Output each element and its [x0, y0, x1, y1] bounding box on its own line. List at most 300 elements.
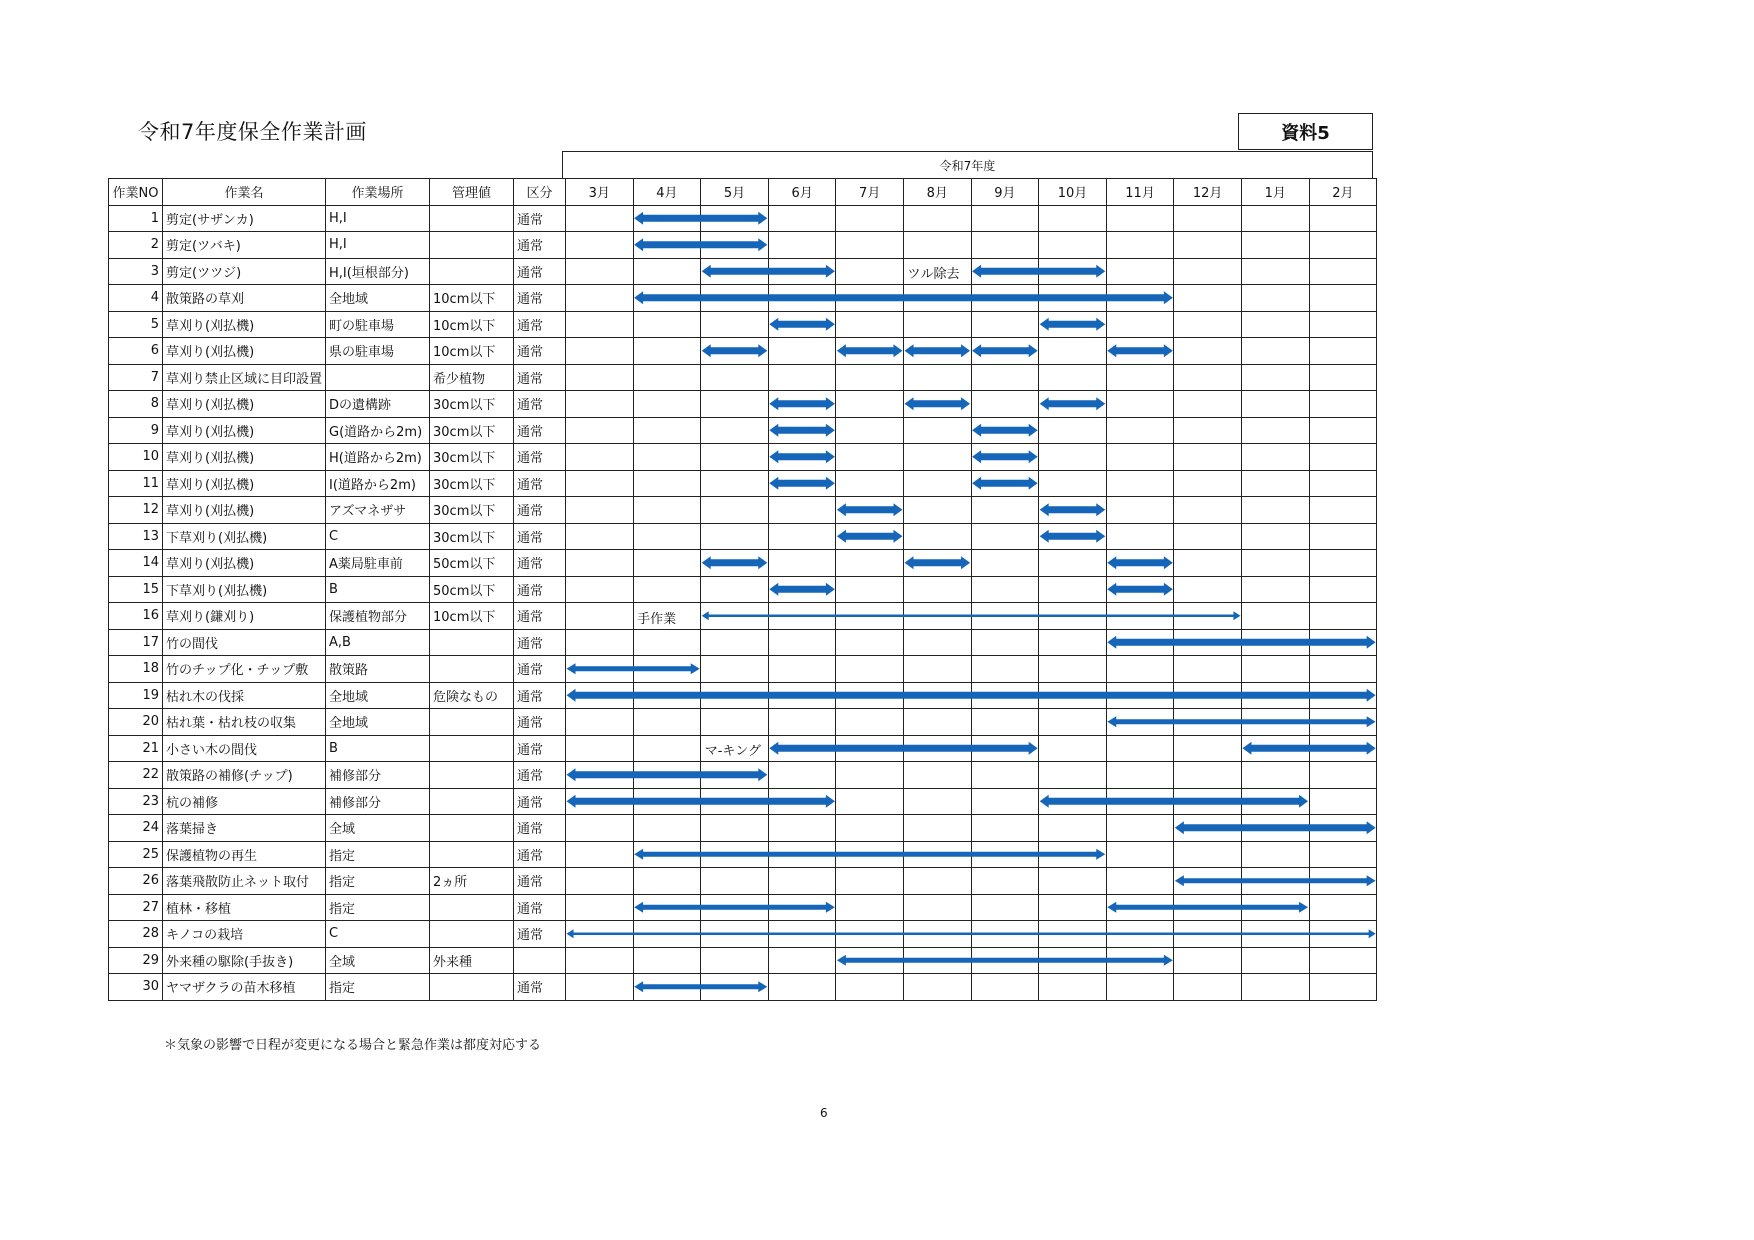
month-cell: [1174, 232, 1242, 259]
month-cell: [768, 974, 836, 1001]
month-cell: [1174, 205, 1242, 232]
month-cell: [768, 285, 836, 312]
month-cell: [836, 364, 904, 391]
month-cell: [1241, 868, 1309, 895]
month-cell: [1309, 682, 1377, 709]
month-cell: [1106, 735, 1174, 762]
month-cell: [633, 656, 701, 683]
month-cell: [1106, 894, 1174, 921]
month-cell: [971, 523, 1039, 550]
month-cell: [633, 470, 701, 497]
month-cell: [1174, 735, 1242, 762]
work-name-cell: 散策路の草刈: [163, 285, 326, 312]
work-place-cell: G(道路から2m): [326, 417, 430, 444]
work-no-cell: 13: [109, 523, 163, 550]
management-value-cell: 30cm以下: [430, 391, 514, 418]
month-cell: [566, 762, 634, 789]
work-name-cell: 散策路の補修(チップ): [163, 762, 326, 789]
month-cell: [1241, 232, 1309, 259]
month-cell: [1106, 550, 1174, 577]
work-name-cell: 枯れ葉・枯れ枝の収集: [163, 709, 326, 736]
management-value-cell: [430, 656, 514, 683]
month-cell: [1309, 894, 1377, 921]
month-cell: [1174, 497, 1242, 524]
month-cell: [1039, 364, 1107, 391]
month-cell: [971, 232, 1039, 259]
month-cell: [1309, 338, 1377, 365]
work-place-cell: 町の駐車場: [326, 311, 430, 338]
fiscal-year-header: 令和7年度: [562, 151, 1373, 179]
month-cell: [1106, 974, 1174, 1001]
month-cell: [1309, 656, 1377, 683]
month-cell: [1241, 523, 1309, 550]
month-cell: [1039, 417, 1107, 444]
header-month: 6月: [768, 179, 836, 206]
month-cell: [836, 470, 904, 497]
month-cell: [701, 391, 769, 418]
work-no-cell: 22: [109, 762, 163, 789]
month-cell: [1174, 417, 1242, 444]
month-cell: [1039, 497, 1107, 524]
category-cell: 通常: [514, 603, 566, 630]
month-cell: [566, 258, 634, 285]
work-place-cell: Dの遺構跡: [326, 391, 430, 418]
table-row: [109, 576, 1377, 603]
month-cell: [768, 868, 836, 895]
month-cell: [1309, 841, 1377, 868]
month-cell: [633, 841, 701, 868]
work-no-cell: 2: [109, 232, 163, 259]
month-cell: [1241, 338, 1309, 365]
month-cell: [768, 232, 836, 259]
month-cell: [836, 311, 904, 338]
work-place-cell: 指定: [326, 841, 430, 868]
work-place-cell: A薬局駐車前: [326, 550, 430, 577]
month-cell: [971, 735, 1039, 762]
month-cell: [1309, 417, 1377, 444]
category-cell: 通常: [514, 523, 566, 550]
month-cell: [701, 682, 769, 709]
month-cell: [768, 311, 836, 338]
month-cell: [768, 788, 836, 815]
month-cell: [903, 947, 971, 974]
work-no-cell: 19: [109, 682, 163, 709]
work-no-cell: 3: [109, 258, 163, 285]
month-cell: [1039, 709, 1107, 736]
month-cell: [836, 974, 904, 1001]
month-cell: [566, 576, 634, 603]
table-row: [109, 285, 1377, 312]
table-row: [109, 921, 1377, 948]
header-work-name: 作業名: [163, 179, 326, 206]
month-cell: [633, 974, 701, 1001]
work-name-cell: 外来種の駆除(手抜き): [163, 947, 326, 974]
category-cell: 通常: [514, 391, 566, 418]
month-cell: [1039, 656, 1107, 683]
management-value-cell: [430, 205, 514, 232]
month-cell: [971, 391, 1039, 418]
month-cell: [836, 523, 904, 550]
month-cell: [701, 311, 769, 338]
month-cell: [633, 497, 701, 524]
month-cell: [1174, 603, 1242, 630]
month-cell: [836, 550, 904, 577]
month-cell: [701, 629, 769, 656]
month-cell: [903, 232, 971, 259]
month-cell: [903, 974, 971, 1001]
month-cell: [903, 285, 971, 312]
month-cell: [836, 232, 904, 259]
month-cell: [971, 258, 1039, 285]
month-cell: [1309, 258, 1377, 285]
month-cell: [903, 417, 971, 444]
month-cell: [1241, 550, 1309, 577]
month-cell: [701, 815, 769, 842]
month-cell: [1106, 788, 1174, 815]
work-name-cell: 剪定(ツツジ): [163, 258, 326, 285]
category-cell: 通常: [514, 444, 566, 471]
month-cell: [1039, 205, 1107, 232]
month-cell: [1106, 338, 1174, 365]
month-cell: [903, 550, 971, 577]
month-cell: [836, 338, 904, 365]
work-place-cell: I(道路から2m): [326, 470, 430, 497]
month-cell: [1309, 974, 1377, 1001]
month-cell: [768, 576, 836, 603]
month-cell: [1241, 894, 1309, 921]
month-cell: [1174, 311, 1242, 338]
month-cell: [1106, 947, 1174, 974]
month-cell: [1241, 629, 1309, 656]
month-cell: [566, 550, 634, 577]
work-place-cell: 全域: [326, 815, 430, 842]
table-row: [109, 550, 1377, 577]
month-cell: [701, 417, 769, 444]
month-cell: [836, 815, 904, 842]
month-cell: [566, 974, 634, 1001]
month-cell: [1241, 364, 1309, 391]
month-cell: [836, 497, 904, 524]
month-cell: [566, 815, 634, 842]
month-cell: [1309, 629, 1377, 656]
month-cell: [971, 205, 1039, 232]
month-cell: [566, 682, 634, 709]
month-cell: [566, 285, 634, 312]
work-name-cell: 落葉飛散防止ネット取付: [163, 868, 326, 895]
work-place-cell: H,I: [326, 232, 430, 259]
footnote: ＊気象の影響で日程が変更になる場合と緊急作業は都度対応する: [164, 1038, 542, 1053]
month-cell: [903, 497, 971, 524]
month-cell: [633, 523, 701, 550]
month-cell: [836, 868, 904, 895]
month-cell: [768, 841, 836, 868]
month-cell: [903, 762, 971, 789]
month-cell: [1309, 921, 1377, 948]
month-cell: [1241, 258, 1309, 285]
work-place-cell: 指定: [326, 974, 430, 1001]
management-value-cell: 10cm以下: [430, 603, 514, 630]
month-cell: [633, 205, 701, 232]
category-cell: 通常: [514, 762, 566, 789]
month-cell: [566, 417, 634, 444]
month-cell: [633, 947, 701, 974]
month-cell: [768, 417, 836, 444]
management-value-cell: 10cm以下: [430, 285, 514, 312]
table-row: [109, 232, 1377, 259]
month-cell: [836, 762, 904, 789]
month-cell: [971, 285, 1039, 312]
month-cell: [633, 815, 701, 842]
category-cell: 通常: [514, 656, 566, 683]
work-no-cell: 9: [109, 417, 163, 444]
month-cell: [1174, 815, 1242, 842]
month-cell: [701, 656, 769, 683]
month-cell: [836, 417, 904, 444]
month-cell: [1174, 523, 1242, 550]
work-no-cell: 25: [109, 841, 163, 868]
month-cell: [1039, 921, 1107, 948]
management-value-cell: 希少植物: [430, 364, 514, 391]
month-cell: [633, 364, 701, 391]
month-cell: [566, 894, 634, 921]
month-cell: [903, 815, 971, 842]
work-place-cell: 散策路: [326, 656, 430, 683]
work-no-cell: 4: [109, 285, 163, 312]
month-cell: [971, 603, 1039, 630]
month-cell: [903, 338, 971, 365]
page-number: 6: [820, 1106, 828, 1120]
management-value-cell: 30cm以下: [430, 417, 514, 444]
month-cell: [836, 735, 904, 762]
table-row: [109, 815, 1377, 842]
month-cell: [566, 947, 634, 974]
month-cell: [1039, 232, 1107, 259]
month-cell: [1309, 205, 1377, 232]
table-row: [109, 709, 1377, 736]
month-cell: [1174, 629, 1242, 656]
work-place-cell: 指定: [326, 894, 430, 921]
month-cell: [1241, 497, 1309, 524]
work-place-cell: 全地域: [326, 682, 430, 709]
work-name-cell: 草刈り(刈払機): [163, 470, 326, 497]
table-row: [109, 205, 1377, 232]
month-cell: [1174, 470, 1242, 497]
month-cell: [633, 232, 701, 259]
month-cell: [1039, 311, 1107, 338]
table-row: [109, 656, 1377, 683]
month-cell: [701, 364, 769, 391]
month-cell: [1241, 921, 1309, 948]
month-cell: [1106, 497, 1174, 524]
work-no-cell: 1: [109, 205, 163, 232]
month-cell: [1174, 444, 1242, 471]
category-cell: 通常: [514, 470, 566, 497]
management-value-cell: [430, 629, 514, 656]
month-cell: [701, 788, 769, 815]
month-cell: [971, 868, 1039, 895]
month-cell: [701, 470, 769, 497]
header-row: [109, 179, 1377, 206]
work-no-cell: 15: [109, 576, 163, 603]
month-cell: [633, 894, 701, 921]
management-value-cell: 30cm以下: [430, 497, 514, 524]
month-cell: [1309, 603, 1377, 630]
month-cell: [903, 205, 971, 232]
month-cell: [566, 444, 634, 471]
month-cell: [566, 629, 634, 656]
month-cell: [566, 232, 634, 259]
work-place-cell: H,I: [326, 205, 430, 232]
header-month: 1月: [1241, 179, 1309, 206]
month-cell: [1309, 762, 1377, 789]
month-cell: [1241, 444, 1309, 471]
month-cell: [633, 391, 701, 418]
header-month: 4月: [633, 179, 701, 206]
work-place-cell: H,I(垣根部分): [326, 258, 430, 285]
month-cell: [903, 311, 971, 338]
month-cell: [971, 788, 1039, 815]
month-cell: [1039, 682, 1107, 709]
category-cell: [514, 947, 566, 974]
month-cell: [633, 444, 701, 471]
work-place-cell: 県の駐車場: [326, 338, 430, 365]
month-cell: [971, 576, 1039, 603]
management-value-cell: [430, 258, 514, 285]
header-month: 12月: [1174, 179, 1242, 206]
work-name-cell: 下草刈り(刈払機): [163, 576, 326, 603]
month-cell: [1241, 762, 1309, 789]
month-cell: [768, 709, 836, 736]
category-cell: 通常: [514, 576, 566, 603]
work-place-cell: [326, 364, 430, 391]
work-no-cell: 28: [109, 921, 163, 948]
month-cell: [1039, 629, 1107, 656]
month-cell: [1309, 788, 1377, 815]
month-cell: [971, 974, 1039, 1001]
category-cell: 通常: [514, 868, 566, 895]
month-cell: [768, 894, 836, 921]
month-cell: [1106, 417, 1174, 444]
month-cell: [1309, 470, 1377, 497]
month-cell: [1106, 709, 1174, 736]
month-cell: [1174, 921, 1242, 948]
month-cell: [768, 656, 836, 683]
work-no-cell: 30: [109, 974, 163, 1001]
work-no-cell: 17: [109, 629, 163, 656]
month-cell: [1241, 470, 1309, 497]
month-cell: [633, 550, 701, 577]
month-cell: [971, 470, 1039, 497]
month-cell: [566, 205, 634, 232]
month-cell: [1039, 550, 1107, 577]
month-cell: [1106, 762, 1174, 789]
work-place-cell: H(道路から2m): [326, 444, 430, 471]
month-cell: [1309, 815, 1377, 842]
work-no-cell: 29: [109, 947, 163, 974]
month-cell: [903, 444, 971, 471]
month-cell: [1039, 788, 1107, 815]
table-row: [109, 974, 1377, 1001]
header-month: 10月: [1039, 179, 1107, 206]
month-cell: [1174, 762, 1242, 789]
month-cell: [1241, 735, 1309, 762]
month-cell: [903, 576, 971, 603]
month-cell: [1174, 841, 1242, 868]
month-cell: [1174, 656, 1242, 683]
work-no-cell: 20: [109, 709, 163, 736]
month-cell: [701, 205, 769, 232]
work-name-cell: 草刈り(刈払機): [163, 444, 326, 471]
category-cell: 通常: [514, 788, 566, 815]
month-cell: [836, 603, 904, 630]
work-no-cell: 5: [109, 311, 163, 338]
work-place-cell: C: [326, 921, 430, 948]
month-cell: [1309, 735, 1377, 762]
month-cell: [836, 285, 904, 312]
month-cell: [903, 709, 971, 736]
month-cell: [1039, 868, 1107, 895]
category-cell: 通常: [514, 974, 566, 1001]
month-cell: [768, 550, 836, 577]
month-cell: [701, 974, 769, 1001]
month-cell: [836, 841, 904, 868]
month-cell: [701, 444, 769, 471]
month-cell: [903, 603, 971, 630]
work-name-cell: 植林・移植: [163, 894, 326, 921]
month-cell: [1039, 470, 1107, 497]
month-cell: [566, 311, 634, 338]
work-name-cell: 草刈り(刈払機): [163, 417, 326, 444]
management-value-cell: [430, 894, 514, 921]
month-cell: [701, 232, 769, 259]
header-work-no: 作業NO: [109, 179, 163, 206]
work-name-cell: 草刈り(刈払機): [163, 550, 326, 577]
month-cell: [1106, 603, 1174, 630]
month-cell: [701, 576, 769, 603]
month-cell: [971, 682, 1039, 709]
month-cell: [633, 629, 701, 656]
month-cell: [1174, 788, 1242, 815]
month-cell: [566, 470, 634, 497]
table-row: [109, 470, 1377, 497]
management-value-cell: [430, 232, 514, 259]
month-cell: [1106, 444, 1174, 471]
month-cell: [1039, 762, 1107, 789]
work-place-cell: アズマネザサ: [326, 497, 430, 524]
work-no-cell: 7: [109, 364, 163, 391]
management-value-cell: 外来種: [430, 947, 514, 974]
document-label: 資料5: [1238, 113, 1373, 150]
work-name-cell: 枯れ木の伐採: [163, 682, 326, 709]
management-value-cell: [430, 815, 514, 842]
month-cell: [1106, 258, 1174, 285]
month-cell: [1309, 364, 1377, 391]
month-cell: [768, 603, 836, 630]
month-cell: [1309, 709, 1377, 736]
month-cell: [1106, 523, 1174, 550]
month-cell: [566, 338, 634, 365]
month-cell: [768, 947, 836, 974]
header-month: 8月: [903, 179, 971, 206]
work-place-cell: 全地域: [326, 709, 430, 736]
header-month: 11月: [1106, 179, 1174, 206]
table-row: [109, 497, 1377, 524]
month-cell: [836, 629, 904, 656]
management-value-cell: [430, 709, 514, 736]
month-cell: [768, 629, 836, 656]
month-cell: [768, 735, 836, 762]
maintenance-schedule-table: [108, 178, 1377, 1001]
